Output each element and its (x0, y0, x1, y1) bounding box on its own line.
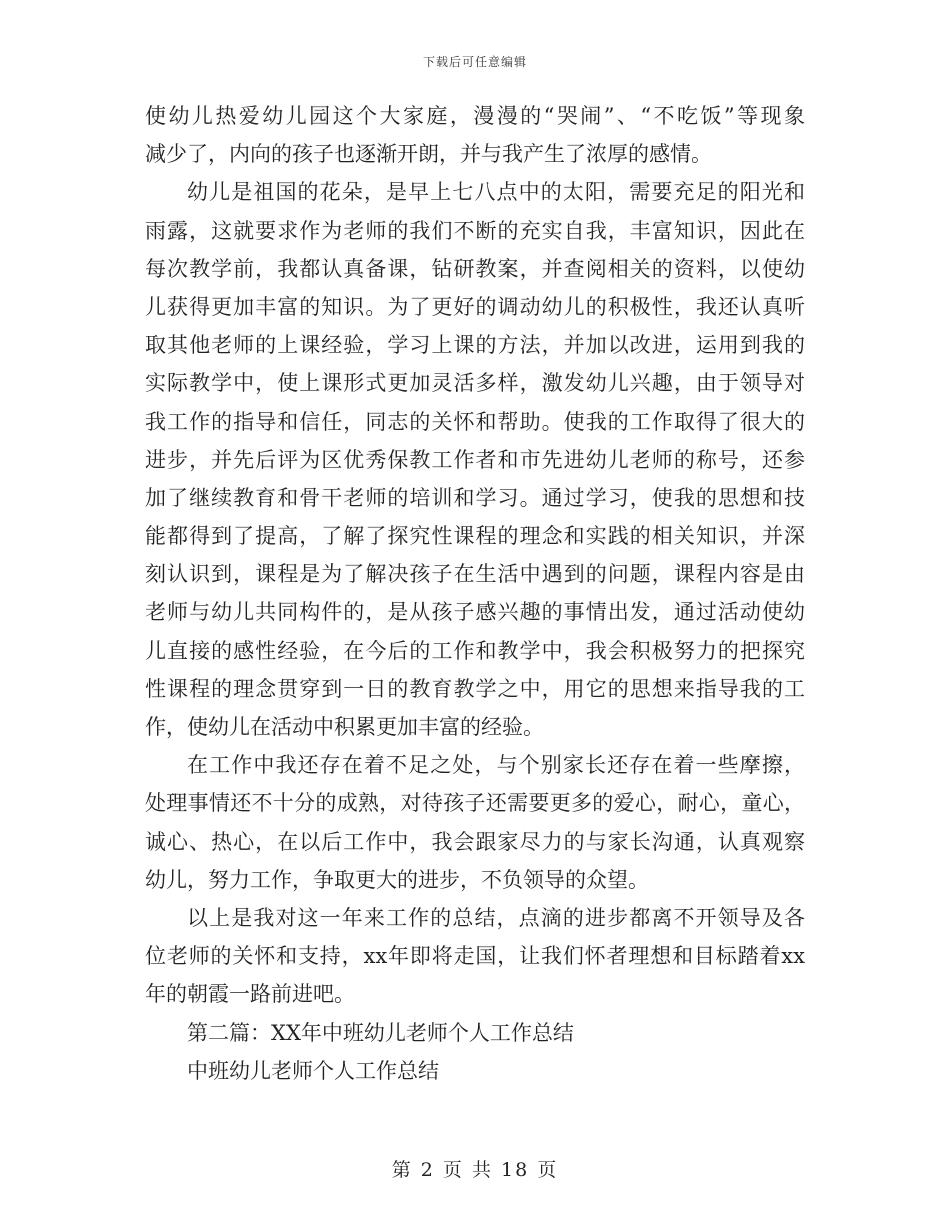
paragraph-line: 取其他老师的上课经验，学习上课的方法，并加以改进，运用到我的 (145, 333, 805, 358)
paragraph-line: 进步，并先后评为区优秀保教工作者和市先进幼儿老师的称号，还参 (145, 447, 805, 472)
paragraph-line: 儿直接的感性经验，在今后的工作和教学中，我会积极努力的把探究 (145, 638, 805, 663)
paragraph-line: 幼儿是祖国的花朵，是早上七八点中的太阳，需要充足的阳光和 (187, 180, 805, 205)
paragraph-line: 雨露，这就要求作为老师的我们不断的充实自我，丰富知识，因此在 (145, 218, 805, 243)
paragraph-line: 以上是我对这一年来工作的总结，点滴的进步都离不开领导及各 (187, 905, 805, 930)
paragraph-line: 加了继续教育和骨干老师的培训和学习。通过学习，使我的思想和技 (145, 485, 805, 510)
paragraph-line: 性课程的理念贯穿到一日的教育教学之中，用它的思想来指导我的工 (145, 676, 805, 701)
paragraph-line: 幼儿，努力工作，争取更大的进步，不负领导的众望。 (145, 867, 649, 892)
page-number: 第 2 页 共 18 页 (391, 1159, 559, 1181)
paragraph-line: 作，使幼儿在活动中积累更加丰富的经验。 (145, 715, 544, 739)
section-heading: 第二篇：XX年中班幼儿老师个人工作总结 (187, 1020, 574, 1045)
paragraph-line: 我工作的指导和信任，同志的关怀和帮助。使我的工作取得了很大的 (145, 409, 805, 434)
paragraph-line: 每次教学前，我都认真备课，钻研教案，并查阅相关的资料，以使幼 (145, 256, 805, 281)
paragraph-line: 刻认识到，课程是为了解决孩子在生活中遇到的问题，课程内容是由 (145, 562, 805, 587)
paragraph-line: 儿获得更加丰富的知识。为了更好的调动幼儿的积极性，我还认真听 (145, 294, 805, 319)
paragraph-line: 减少了，内向的孩子也逐渐开朗，并与我产生了浓厚的感情。 (145, 142, 712, 167)
paragraph-line: 使幼儿热爱幼儿园这个大家庭，漫漫的“哭闹”、“不吃饭”等现象 (145, 104, 805, 128)
paragraph-line: 在工作中我还存在着不足之处，与个别家长还存在着一些摩擦， (187, 753, 805, 778)
paragraph-line: 年的朝霞一路前进吧。 (145, 982, 355, 1007)
paragraph-line: 能都得到了提高，了解了探究性课程的理念和实践的相关知识，并深 (145, 524, 805, 549)
document-body (145, 97, 805, 1090)
paragraph-line: 位老师的关怀和支持，xx年即将走国，让我们怀者理想和目标踏着xx (145, 944, 805, 969)
section-subheading: 中班幼儿老师个人工作总结 (187, 1058, 439, 1083)
paragraph-line: 处理事情还不十分的成熟，对待孩子还需要更多的爱心，耐心，童心， (145, 791, 805, 816)
page-header: 下载后可任意编辑 (422, 55, 527, 69)
paragraph-line: 实际教学中，使上课形式更加灵活多样，激发幼儿兴趣，由于领导对 (145, 371, 805, 396)
paragraph-line: 老师与幼儿共同构件的，是从孩子感兴趣的事情出发，通过活动使幼 (145, 600, 805, 625)
paragraph-line: 诚心、热心，在以后工作中，我会跟家尽力的与家长沟通，认真观察 (145, 829, 805, 854)
